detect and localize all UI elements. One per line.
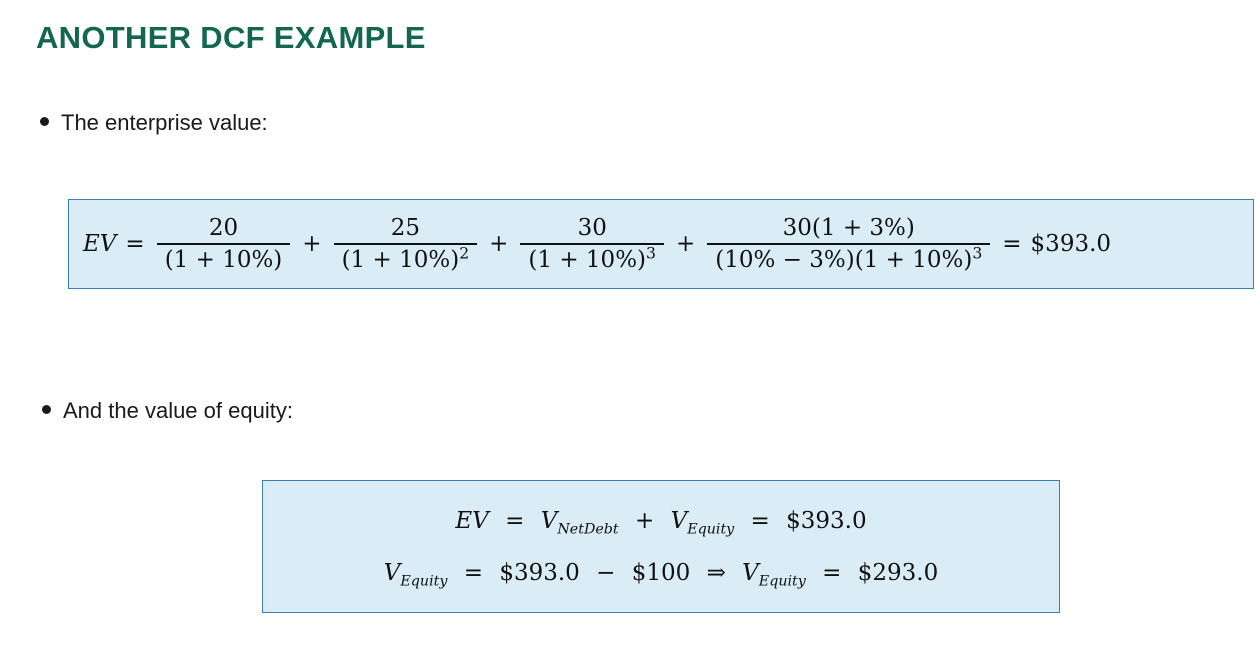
ev-term-3-denominator: $(1 + 10\%)^3$ — [528, 243, 656, 273]
ev-plus-1: + — [302, 231, 322, 257]
ev-term-1-denominator: (1 + 10%) — [164, 246, 283, 273]
equity-line2-value-1: $393.0 — [499, 559, 580, 586]
ev-term-1 — [157, 215, 291, 273]
bullet-dot-icon — [40, 117, 49, 126]
ev-lhs: EV — [83, 231, 117, 257]
ev-result-value: $393.0 — [1030, 231, 1112, 257]
bullet-enterprise-value-label: The enterprise value: — [61, 110, 268, 135]
equity-line2-minus: − — [596, 559, 616, 586]
ev-term-4-denominator: $(10\% - 3\%)(1 + 10\%)^3$ — [715, 243, 983, 273]
equity-line1-term1-sub: NetDebt — [557, 521, 619, 538]
equity-line2-result: $293.0 — [857, 559, 939, 586]
equity-equation-line-2 — [383, 559, 939, 590]
equity-line1-plus: + — [634, 507, 655, 534]
equity-line1-term1-base: V — [540, 507, 558, 534]
ev-term-2-numerator: 25 — [390, 215, 420, 242]
ev-term-4-numerator: 30(1 + 3%) — [782, 215, 915, 242]
enterprise-value-equation — [83, 215, 1111, 273]
page-title: ANOTHER DCF EXAMPLE — [36, 20, 426, 55]
bullet-value-of-equity-label: And the value of equity: — [63, 398, 293, 423]
ev-term-2-denominator: $(1 + 10\%)^2$ — [341, 243, 470, 273]
ev-term-2 — [334, 215, 478, 273]
ev-term-3 — [520, 215, 664, 273]
ev-equals: = — [125, 231, 145, 257]
equity-equation-line-1 — [455, 507, 867, 538]
bullet-enterprise-value — [40, 110, 268, 136]
equity-line1-term2-sub: Equity — [687, 521, 735, 538]
equity-line2-lhs-base: V — [383, 559, 401, 586]
ev-term-1-numerator: 20 — [208, 215, 239, 242]
equity-line2-equals-2: = — [822, 559, 842, 586]
equity-line1-value: $393.0 — [786, 507, 867, 534]
bullet-dot-icon — [42, 405, 51, 414]
ev-plus-2: + — [489, 231, 509, 257]
enterprise-value-formula-box — [68, 199, 1254, 289]
equity-line2-lhs-sub: Equity — [400, 573, 448, 590]
equity-line2-rhs-base: V — [742, 559, 759, 586]
equity-line2-value-2: $100 — [631, 559, 691, 586]
ev-result-equals: = — [1002, 231, 1022, 257]
ev-plus-3: + — [675, 231, 696, 257]
equity-line2-rhs-sub: Equity — [758, 573, 806, 590]
ev-term-4 — [707, 215, 990, 273]
equity-line1-equals-1: = — [505, 507, 525, 534]
equity-line2-implies: ⇒ — [706, 559, 726, 586]
bullet-value-of-equity — [42, 398, 293, 424]
equity-line1-equals-2: = — [750, 507, 770, 534]
equity-line2-equals-1: = — [463, 559, 484, 586]
equity-value-formula-box — [262, 480, 1060, 613]
ev-term-3-numerator: 30 — [577, 215, 607, 242]
equity-line1-term2-base: V — [670, 507, 688, 534]
equity-line1-lhs: EV — [455, 507, 489, 534]
